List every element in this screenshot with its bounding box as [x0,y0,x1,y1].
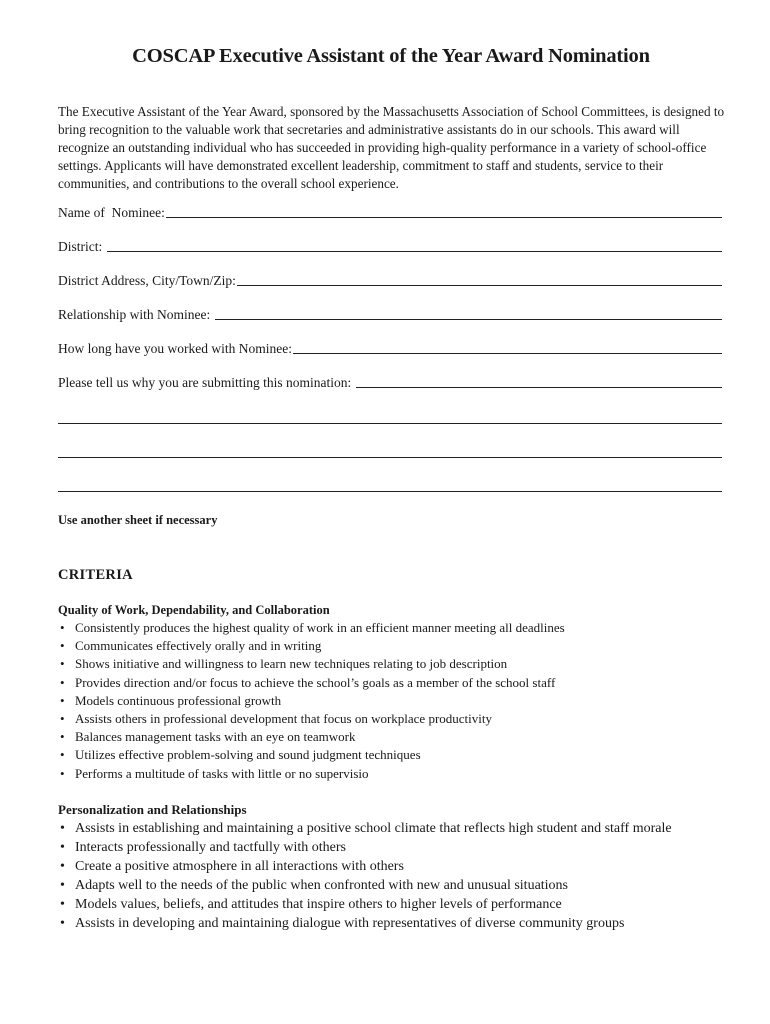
list-item: • Interacts professionally and tactfully with others [58,838,738,857]
criteria-list [58,819,738,933]
field-label: How long have you worked with Nominee: [58,341,292,356]
list-item: • Consistently produces the highest quality of work in an efficient manner meeting all deadlines [58,619,738,637]
list-item: • Adapts well to the needs of the public when confronted with new and unusual situations [58,876,738,895]
reason-line-1[interactable] [58,423,722,424]
blank-line [237,285,722,286]
criteria-section-quality [58,601,738,783]
list-item: • Models continuous professional growth [58,692,738,710]
extra-sheet-note: Use another sheet if necessary [58,513,218,527]
nominee-name-field[interactable] [58,203,722,221]
blank-line [166,217,722,218]
list-item: • Create a positive atmosphere in all interactions with others [58,857,738,876]
worked-duration-field[interactable] [58,339,722,357]
list-item: • Performs a multitude of tasks with little or no supervisio [58,765,738,783]
district-address-field[interactable] [58,271,722,289]
field-label: Name of Nominee: [58,205,165,220]
blank-line [107,251,722,252]
criteria-section-relationships [58,800,738,933]
page-title: COSCAP Executive Assistant of the Year Award Nomination [132,45,650,67]
district-field[interactable] [58,237,722,255]
nomination-reason-field[interactable] [58,373,722,391]
section-heading: Personalization and Relationships [58,802,247,817]
criteria-list [58,619,738,783]
blank-line [356,387,722,388]
blank-line [293,353,722,354]
field-label: District: [58,239,106,254]
reason-line-2[interactable] [58,457,722,458]
list-item: • Utilizes effective problem-solving and sound judgment techniques [58,746,738,764]
relationship-field[interactable] [58,305,722,323]
list-item: • Assists in developing and maintaining dialogue with representatives of diverse community groups [58,914,738,933]
field-label: Relationship with Nominee: [58,307,214,322]
field-label: District Address, City/Town/Zip: [58,273,236,288]
intro-paragraph: The Executive Assistant of the Year Award, sponsored by the Massachusetts Association of School Committees, is designed to bring recognition to the valuable work that secretaries and administrative assistants do in our schools. This award will recognize an outstanding individual who has succeeded in providing high-quality performance in a variety of school-office settings. Applicants will have demonstrated excellent leadership, commitment to staff and students, service to their communities, and contributions to the overall school experience. [58,104,725,191]
list-item: • Communicates effectively orally and in writing [58,637,738,655]
blank-line [215,319,722,320]
list-item: • Shows initiative and willingness to learn new techniques relating to job description [58,655,738,673]
list-item: • Assists in establishing and maintaining a positive school climate that reflects high student and staff morale [58,819,738,838]
list-item: • Provides direction and/or focus to achieve the school’s goals as a member of the school staff [58,674,738,692]
section-heading: Quality of Work, Dependability, and Collaboration [58,603,330,617]
list-item: • Assists others in professional development that focus on workplace productivity [58,710,738,728]
list-item: • Models values, beliefs, and attitudes that inspire others to higher levels of performance [58,895,738,914]
field-label: Please tell us why you are submitting this nomination: [58,375,355,390]
criteria-heading: CRITERIA [58,567,133,583]
reason-line-3[interactable] [58,491,722,492]
list-item: • Balances management tasks with an eye on teamwork [58,728,738,746]
